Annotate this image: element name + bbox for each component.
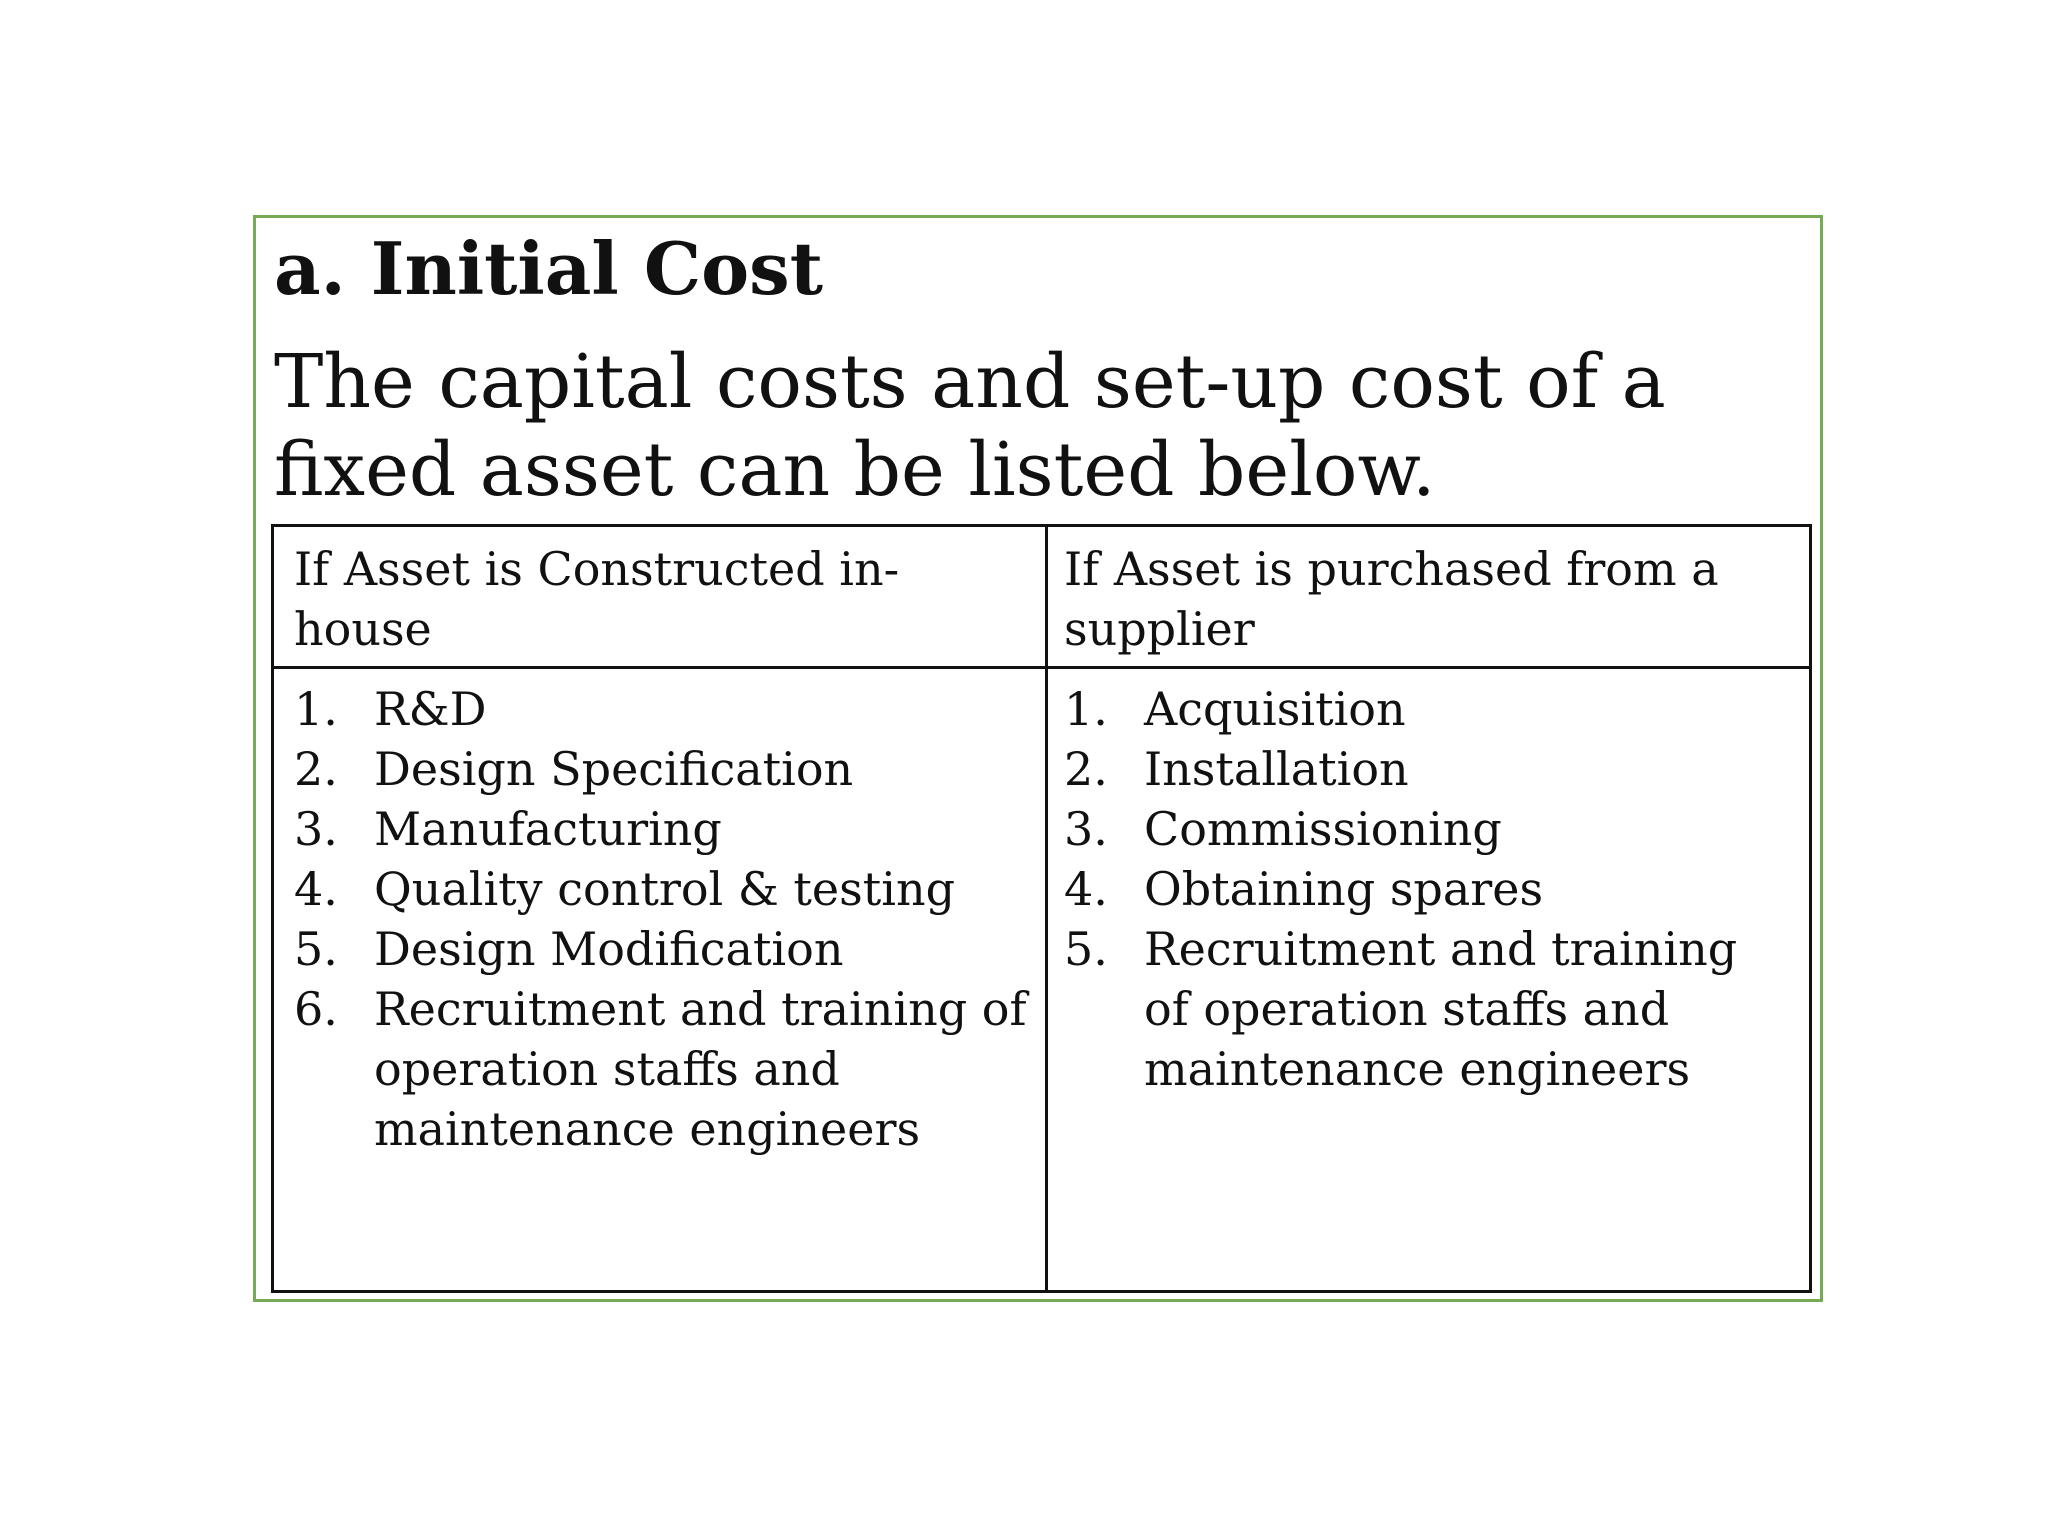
item-number: 6. — [294, 982, 338, 1036]
item-number: 1. — [1064, 682, 1108, 736]
list-item — [294, 919, 1034, 979]
item-text: Commissioning — [1144, 802, 1502, 856]
item-number: 2. — [294, 742, 338, 796]
header-row-divider — [274, 666, 1809, 669]
list-item — [294, 679, 1034, 739]
item-text: Design Specification — [374, 742, 854, 796]
slide-heading: a. Initial Cost — [274, 226, 823, 311]
column-header-purchased: If Asset is purchased from a supplier — [1064, 542, 1719, 656]
item-text: Recruitment and training of operation staffs and maintenance engineers — [374, 982, 1027, 1156]
purchased-cost-list — [1064, 679, 1784, 1099]
list-item — [1064, 739, 1784, 799]
item-text: Acquisition — [1144, 682, 1406, 736]
item-text: Design Modification — [374, 922, 844, 976]
list-item — [1064, 919, 1784, 1099]
list-item — [1064, 679, 1784, 739]
list-item — [1064, 799, 1784, 859]
item-text: Obtaining spares — [1144, 862, 1544, 916]
item-text: Installation — [1144, 742, 1409, 796]
item-number: 5. — [1064, 922, 1108, 976]
list-item — [294, 739, 1034, 799]
list-item — [1064, 859, 1784, 919]
list-item — [294, 859, 1034, 919]
item-text: Manufacturing — [374, 802, 722, 856]
item-number: 2. — [1064, 742, 1108, 796]
column-header-in-house: If Asset is Constructed in-house — [294, 542, 900, 656]
list-item — [294, 979, 1034, 1159]
item-text: Recruitment and training of operation staffs and maintenance engineers — [1144, 922, 1738, 1096]
item-number: 3. — [1064, 802, 1108, 856]
item-number: 4. — [1064, 862, 1108, 916]
list-item — [294, 799, 1034, 859]
column-divider — [1045, 527, 1048, 1290]
item-number: 1. — [294, 682, 338, 736]
cost-table — [271, 524, 1812, 1293]
item-number: 4. — [294, 862, 338, 916]
item-text: R&D — [374, 682, 487, 736]
item-number: 3. — [294, 802, 338, 856]
intro-text: The capital costs and set-up cost of a fixed asset can be listed below. — [274, 339, 1666, 513]
in-house-cost-list — [294, 679, 1034, 1159]
item-number: 5. — [294, 922, 338, 976]
item-text: Quality control & testing — [374, 862, 956, 916]
